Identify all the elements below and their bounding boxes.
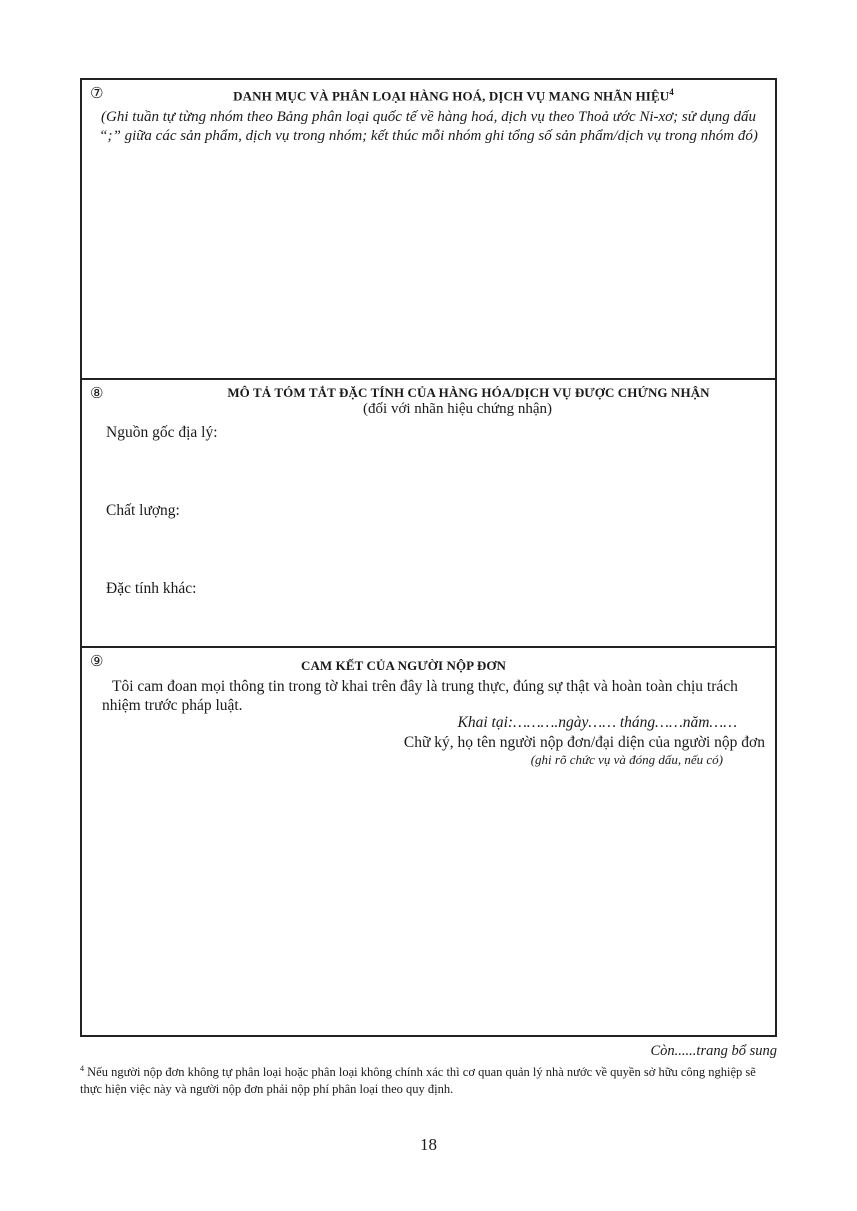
section-applicant-pledge (82, 648, 775, 1035)
place-date-line: Khai tại:……….ngày…… tháng……năm…… (457, 714, 737, 731)
footnote-text: Nếu người nộp đơn không tự phân loại hoặc phân loại không chính xác thì cơ quan quản lý nhà nước về quyền sở hữu công nghiệp sẽ thực hiện việc này và người nộp đơn phải nộp phí phân loại theo quy định. (80, 1065, 756, 1097)
footnote (80, 1060, 780, 1098)
section-title: CAM KẾT CỦA NGƯỜI NỘP ĐƠN (300, 658, 507, 673)
section-number-8: ⑧ (90, 384, 104, 402)
section-number-7: ⑦ (90, 84, 104, 102)
section-certified-characteristics (82, 380, 775, 648)
section-subtitle: (đối với nhãn hiệu chứng nhận) (363, 401, 552, 417)
declaration-form (80, 78, 777, 1037)
pledge-text: Tôi cam đoan mọi thông tin trong tờ khai trên đây là trung thực, đúng sự thật và hoàn toàn chịu trách nhiệm trước pháp luật. (102, 678, 738, 714)
footnote-marker: 4 (80, 1064, 84, 1073)
footnote-ref: 4 (669, 87, 674, 97)
signature-note: (ghi rõ chức vụ và đóng dấu, nếu có) (530, 752, 723, 767)
field-geographic-origin: Nguồn gốc địa lý: (106, 424, 218, 441)
page-number: 18 (420, 1135, 437, 1154)
section-goods-services-list (82, 80, 775, 380)
field-other-characteristics: Đặc tính khác: (106, 580, 197, 597)
continuation-note: Còn......trang bổ sung (650, 1043, 777, 1059)
signature-label: Chữ ký, họ tên người nộp đơn/đại diện của người nộp đơn (403, 734, 765, 751)
section-title-text: DANH MỤC VÀ PHÂN LOẠI HÀNG HOÁ, DỊCH VỤ MANG NHÃN HIỆU (233, 88, 670, 104)
section-number-9: ⑨ (90, 652, 104, 670)
section-title: MÔ TẢ TÓM TẮT ĐẶC TÍNH CỦA HÀNG HÓA/DỊCH VỤ ĐƯỢC CHỨNG NHẬN (227, 385, 710, 400)
section-title (82, 84, 775, 104)
field-quality: Chất lượng: (106, 502, 180, 519)
section-instruction: (Ghi tuần tự từng nhóm theo Bảng phân loại quốc tế về hàng hoá, dịch vụ theo Thoả ước Ni-xơ; sử dụng dấu “;” giữa các sản phẩm, dịch vụ trong nhóm; kết thúc mỗi nhóm ghi tổng số sản phẩm/dịch vụ trong nhóm đó) (99, 109, 758, 144)
